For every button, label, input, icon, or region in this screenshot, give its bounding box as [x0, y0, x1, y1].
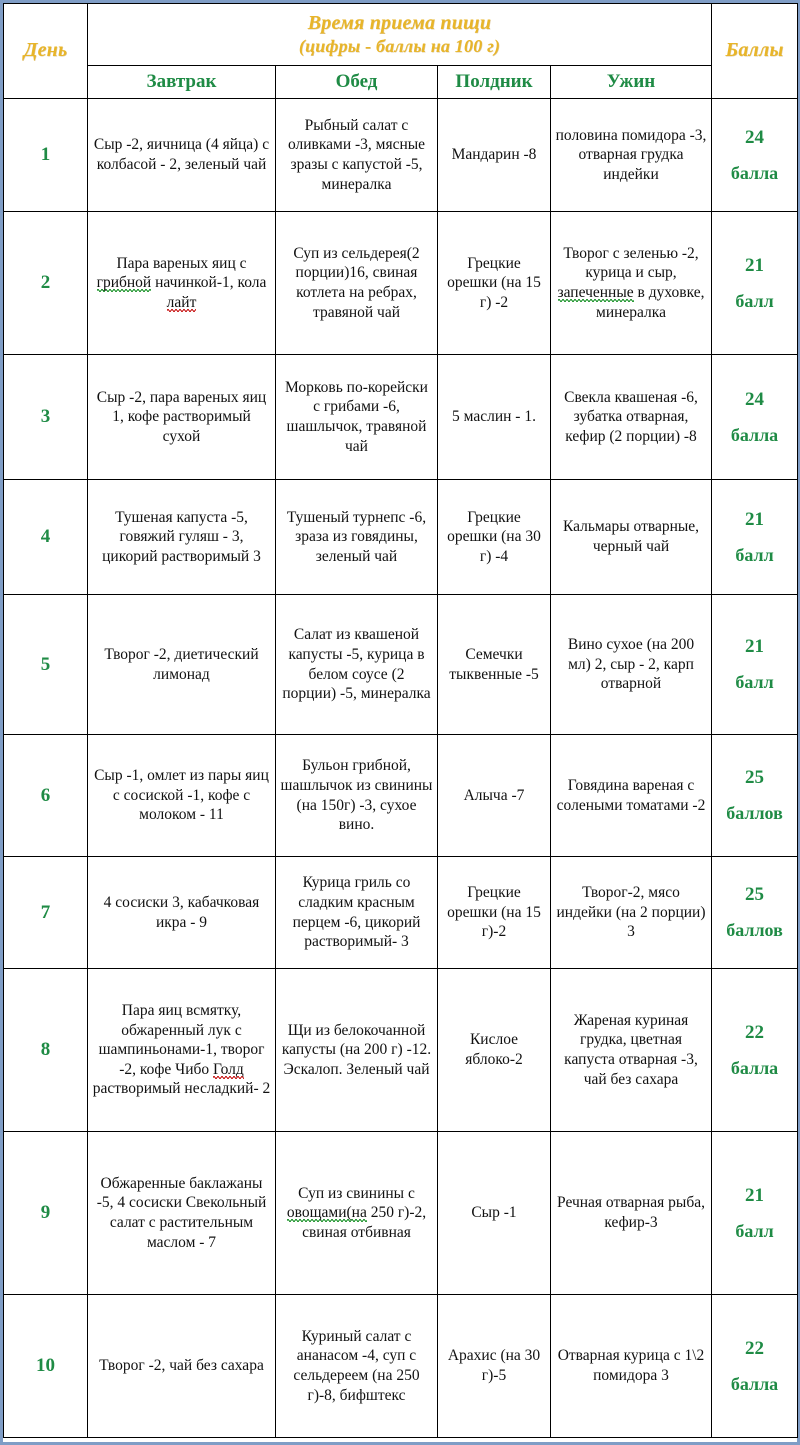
score-word: балла	[730, 1373, 779, 1394]
score-cell	[712, 355, 798, 480]
day-number: 6	[4, 735, 88, 857]
breakfast-cell: Обжаренные баклажаны -5, 4 сосиски Свекольный салат с растительным маслом - 7	[88, 1132, 276, 1295]
score-cell	[712, 595, 798, 735]
dinner-cell: Свекла квашеная -6, зубатка отварная, кефир (2 порции) -8	[551, 355, 712, 480]
breakfast-cell	[88, 212, 276, 355]
score-number: 25	[745, 884, 765, 906]
day-number: 8	[4, 969, 88, 1132]
score-cell	[712, 735, 798, 857]
score-word: балла	[730, 1057, 779, 1078]
text-part: 250 г)-2, свиная отбивная	[302, 1204, 427, 1241]
breakfast-cell: Творог -2, чай без сахара	[88, 1295, 276, 1438]
header-snack: Полдник	[438, 66, 551, 99]
header-meal-times	[88, 4, 712, 66]
table-row	[4, 735, 798, 857]
score-cell	[712, 857, 798, 969]
day-number: 4	[4, 480, 88, 595]
snack-cell: Сыр -1	[438, 1132, 551, 1295]
score-word: баллов	[726, 920, 783, 941]
score-word: балла	[730, 424, 779, 445]
score-number: 22	[745, 1337, 765, 1359]
lunch-cell: Щи из белокочанной капусты (на 200 г) -12. Эскалоп. Зеленый чай	[276, 969, 438, 1132]
table-row	[4, 355, 798, 480]
score-cell	[712, 1295, 798, 1438]
score-number: 24	[745, 126, 765, 148]
table-row	[4, 99, 798, 212]
spellcheck-word: запеченные	[557, 284, 634, 301]
header-score: Баллы	[712, 4, 798, 99]
table-row	[4, 969, 798, 1132]
score-number: 22	[745, 1021, 765, 1043]
score-word: балл	[735, 290, 774, 311]
snack-cell: Грецкие орешки (на 30 г) -4	[438, 480, 551, 595]
score-word: балл	[735, 672, 774, 693]
text-part: Суп из свинины с	[298, 1184, 415, 1202]
snack-cell: Алыча -7	[438, 735, 551, 857]
header-lunch: Обед	[276, 66, 438, 99]
snack-cell: Грецкие орешки (на 15 г)-2	[438, 857, 551, 969]
lunch-cell: Суп из сельдерея(2 порции)16, свиная котлета на ребрах, травяной чай	[276, 212, 438, 355]
dinner-cell: Жареная куриная грудка, цветная капуста отварная -3, чай без сахара	[551, 969, 712, 1132]
breakfast-cell: Сыр -2, яичница (4 яйца) с колбасой - 2, зеленый чай	[88, 99, 276, 212]
dinner-cell: Говядина вареная с солеными томатами -2	[551, 735, 712, 857]
header-dinner: Ужин	[551, 66, 712, 99]
score-cell	[712, 480, 798, 595]
spellcheck-word: овощами(на	[286, 1204, 367, 1222]
header-row-meals	[4, 66, 798, 99]
score-number: 21	[745, 508, 765, 530]
header-row-title	[4, 4, 798, 66]
score-cell	[712, 1132, 798, 1295]
table-row	[4, 212, 798, 355]
text-part: растворимый несладкий- 2	[92, 1080, 271, 1098]
text-part: Творог с зеленью -2, курица и сыр,	[563, 244, 699, 282]
text-part: в духовке, минералка	[596, 284, 705, 321]
dinner-cell: Речная отварная рыба, кефир-3	[551, 1132, 712, 1295]
snack-cell: Кислое яблоко-2	[438, 969, 551, 1132]
meals-title: Время приема пищи	[307, 12, 492, 35]
breakfast-cell: Сыр -2, пара вареных яиц 1, кофе растворимый сухой	[88, 355, 276, 480]
table-row	[4, 1132, 798, 1295]
day-number: 9	[4, 1132, 88, 1295]
day-number: 7	[4, 857, 88, 969]
meals-subtitle: (цифры - баллы на 100 г)	[298, 35, 501, 56]
dinner-cell: Кальмары отварные, черный чай	[551, 480, 712, 595]
score-number: 21	[745, 636, 765, 658]
lunch-cell: Бульон грибной, шашлычок из свинины (на 150г) -3, сухое вино.	[276, 735, 438, 857]
table-row	[4, 1295, 798, 1438]
table-row	[4, 480, 798, 595]
table-row	[4, 857, 798, 969]
score-cell	[712, 99, 798, 212]
day-number: 1	[4, 99, 88, 212]
dinner-cell: половина помидора -3, отварная грудка индейки	[551, 99, 712, 212]
table-body	[4, 99, 798, 1438]
day-number: 3	[4, 355, 88, 480]
lunch-cell: Морковь по-корейски с грибами -6, шашлычок, травяной чай	[276, 355, 438, 480]
score-number: 21	[745, 1184, 765, 1206]
score-number: 24	[745, 388, 765, 410]
lunch-cell: Тушеный турнепс -6, зраза из говядины, зеленый чай	[276, 480, 438, 595]
dinner-cell: Творог-2, мясо индейки (на 2 порции) 3	[551, 857, 712, 969]
dinner-cell: Отварная курица с 1\2 помидора 3	[551, 1295, 712, 1438]
breakfast-cell	[88, 969, 276, 1132]
score-word: балл	[735, 544, 774, 565]
breakfast-cell: Творог -2, диетический лимонад	[88, 595, 276, 735]
breakfast-cell: 4 сосиски 3, кабачковая икра - 9	[88, 857, 276, 969]
lunch-cell: Рыбный салат с оливками -3, мясные зразы с капустой -5, минералка	[276, 99, 438, 212]
score-cell	[712, 969, 798, 1132]
score-number: 25	[745, 767, 765, 789]
score-word: балла	[730, 162, 779, 183]
lunch-cell: Салат из квашеной капусты -5, курица в белом соусе (2 порции) -5, минералка	[276, 595, 438, 735]
header-day: День	[4, 4, 88, 99]
snack-cell: Мандарин -8	[438, 99, 551, 212]
snack-cell: Арахис (на 30 г)-5	[438, 1295, 551, 1438]
text-part: начинкой-1, кола	[151, 274, 267, 292]
dinner-cell: Вино сухое (на 200 мл) 2, сыр - 2, карп отварной	[551, 595, 712, 735]
text-part: Пара вареных яиц с	[116, 254, 247, 272]
day-number: 10	[4, 1295, 88, 1438]
score-word: баллов	[726, 803, 783, 824]
lunch-cell: Куриный салат с ананасом -4, суп с сельдереем (на 250 г)-8, бифштекс	[276, 1295, 438, 1438]
score-number: 21	[745, 254, 765, 276]
breakfast-cell: Тушеная капуста -5, говяжий гуляш - 3, цикорий растворимый 3	[88, 480, 276, 595]
lunch-cell	[276, 1132, 438, 1295]
score-word: балл	[735, 1220, 774, 1241]
snack-cell: Семечки тыквенные -5	[438, 595, 551, 735]
score-cell	[712, 212, 798, 355]
header-breakfast: Завтрак	[88, 66, 276, 99]
day-number: 2	[4, 212, 88, 355]
spellcheck-word: грибной	[96, 274, 152, 292]
spellcheck-word: лайт	[166, 293, 197, 311]
lunch-cell: Курица гриль со сладким красным перцем -6, цикорий растворимый- 3	[276, 857, 438, 969]
table-header	[4, 4, 798, 99]
day-number: 5	[4, 595, 88, 735]
diet-plan-table	[3, 3, 798, 1438]
dinner-cell	[551, 212, 712, 355]
snack-cell: 5 маслин - 1.	[438, 355, 551, 480]
snack-cell: Грецкие орешки (на 15 г) -2	[438, 212, 551, 355]
text-part: Пара яиц всмятку, обжаренный лук с шампиньонами-1, творог -2, кофе Чибо	[98, 1002, 265, 1078]
breakfast-cell: Сыр -1, омлет из пары яиц с сосиской -1, кофе с молоком - 11	[88, 735, 276, 857]
spellcheck-word: Голд	[213, 1060, 244, 1078]
table-row	[4, 595, 798, 735]
